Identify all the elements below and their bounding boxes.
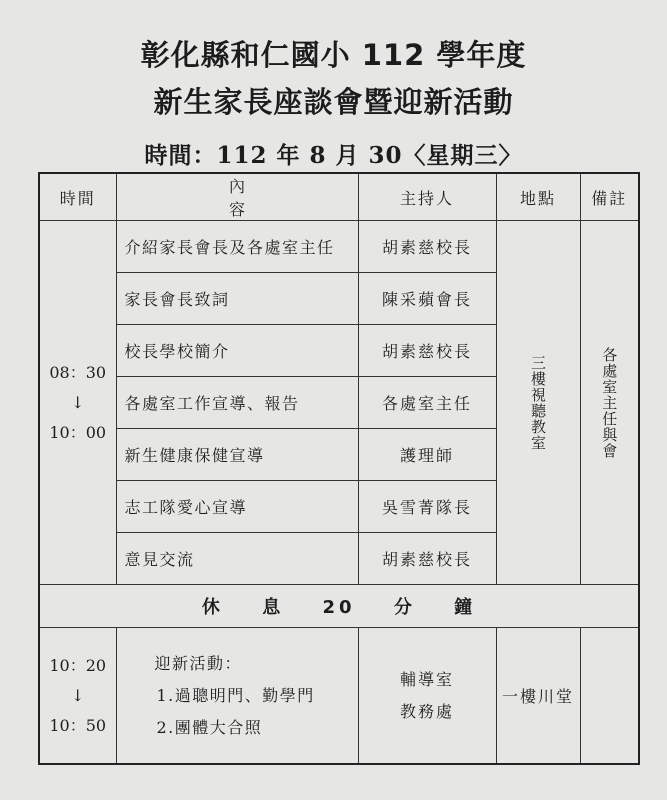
break-word-4: 鐘 (454, 597, 477, 619)
row-content: 新生健康保健宣導 (116, 429, 358, 481)
header-content: 內容 (116, 173, 358, 221)
session1-time (39, 221, 116, 585)
row-content: 家長會長致詞 (116, 273, 358, 325)
break-number: 20 (322, 597, 356, 619)
schedule-table (38, 172, 640, 765)
session2-start: 10：20 (49, 655, 107, 675)
row-content: 意見交流 (116, 533, 358, 585)
row-host: 護理師 (358, 429, 496, 481)
row-content: 志工隊愛心宣導 (116, 481, 358, 533)
break-word-1: 休 (201, 597, 224, 619)
session1-location (496, 221, 580, 585)
down-arrow-icon: ↓ (71, 392, 85, 412)
row-host: 各處室主任 (358, 377, 496, 429)
session1-start: 08：30 (49, 362, 107, 382)
session1-notes (580, 221, 639, 585)
session1-location-text: 三樓視聽教室 (529, 354, 547, 451)
title-line-1: 彰化縣和仁國小 112 學年度 (140, 38, 527, 72)
row-content: 校長學校簡介 (116, 325, 358, 377)
session2-content-title: 迎新活動： (154, 653, 243, 673)
row-host: 胡素慈校長 (358, 325, 496, 377)
session2-host: 教務處 (399, 701, 454, 721)
down-arrow-icon: ↓ (71, 685, 85, 705)
session2-item: 1.過聰明門、勤學門 (156, 685, 315, 705)
row-content: 介紹家長會長及各處室主任 (116, 221, 358, 273)
session2-notes (580, 628, 639, 764)
row-host: 吳雪菁隊長 (358, 481, 496, 533)
session2-time (39, 628, 116, 764)
session2-hosts (358, 628, 496, 764)
break-row (39, 585, 639, 628)
session1-notes-text: 各處室主任與會 (600, 346, 619, 459)
header-time: 時間 (39, 173, 116, 221)
header-row (39, 173, 639, 221)
table-row (39, 628, 639, 764)
title-line-2: 新生家長座談會暨迎新活動 (153, 85, 514, 119)
row-host: 胡素慈校長 (358, 221, 496, 273)
break-cell (39, 585, 639, 628)
session2-host: 輔導室 (399, 669, 454, 689)
header-notes: 備註 (580, 173, 639, 221)
session2-location: 一樓川堂 (496, 628, 580, 764)
session2-item: 2.團體大合照 (156, 717, 263, 737)
session2-end: 10：50 (49, 715, 107, 735)
break-word-3: 分 (393, 597, 416, 619)
session2-content (116, 628, 358, 764)
row-host: 胡素慈校長 (358, 533, 496, 585)
row-content: 各處室工作宣導、報告 (116, 377, 358, 429)
table-row (39, 221, 639, 273)
row-host: 陳采蘋會長 (358, 273, 496, 325)
break-word-2: 息 (262, 597, 285, 619)
header-location: 地點 (496, 173, 580, 221)
date-line: 時間：112 年 8 月 30〈星期三〉 (144, 142, 523, 169)
session1-end: 10：00 (49, 422, 107, 442)
header-host: 主持人 (358, 173, 496, 221)
